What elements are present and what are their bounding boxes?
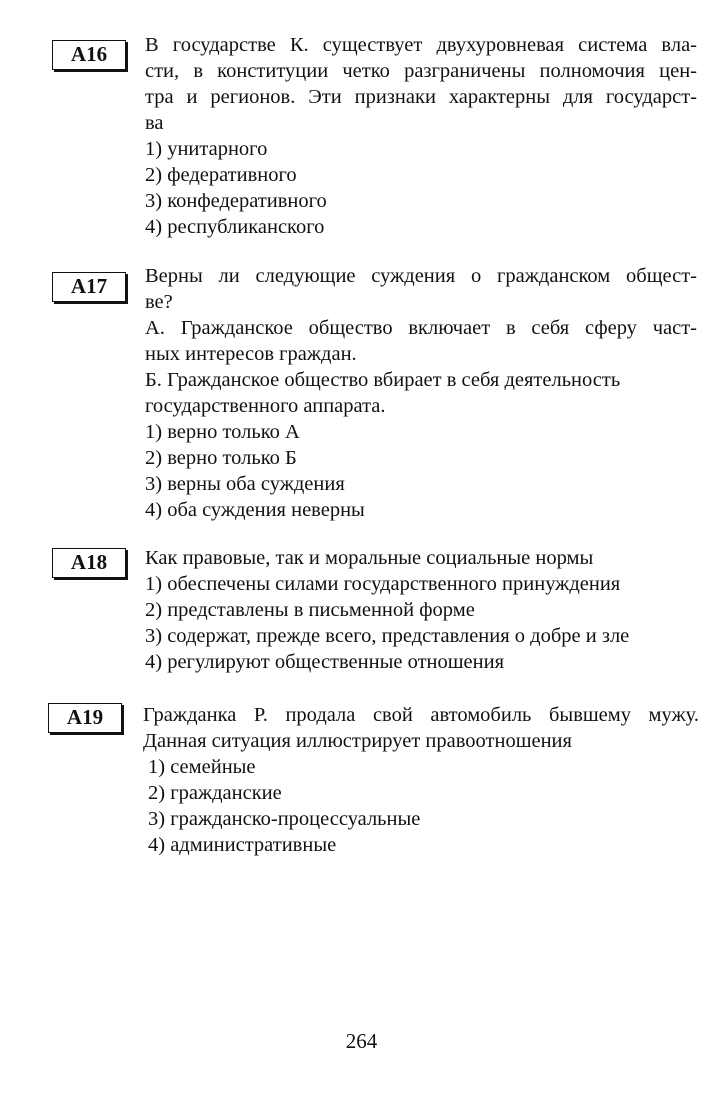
question-text-line: В государстве К. существует двухуровневая система вла- [145,34,697,56]
answer-option: 4) регулируют общественные отношения [145,651,505,673]
question-text-line: Б. Гражданское общество вбирает в себя деятельность [145,369,621,391]
question-number-box: A16 [52,40,126,70]
question-body [145,263,697,523]
question-text-line: Как правовые, так и моральные социальные нормы [145,547,594,569]
answer-option: 1) унитарного [145,138,268,160]
answer-options [145,571,697,675]
question-text-line: ных интересов граждан. [145,343,357,365]
answer-option: 3) конфедеративного [145,190,327,212]
question-text-line: тра и регионов. Эти признаки характерны для государст- [145,86,697,108]
answer-option: 2) гражданские [148,782,282,804]
question-number-box: A19 [48,703,122,733]
answer-options [143,754,699,858]
answer-option: 1) верно только А [145,421,300,443]
question-text-line: ве? [145,291,173,313]
answer-option: 4) административные [148,834,337,856]
answer-option: 4) республиканского [145,216,325,238]
question-text-line: государственного аппарата. [145,395,386,417]
question-body [143,702,699,858]
question-text-line: А. Гражданское общество включает в себя сферу част- [145,317,697,339]
answer-option: 3) содержат, прежде всего, представления о добре и зле [145,625,630,647]
answer-options [145,136,697,240]
question-text-line: Верны ли следующие суждения о гражданском общест- [145,265,697,287]
question-text-line: сти, в конституции четко разграничены полномочия цен- [145,60,697,82]
question-text-line: Данная ситуация иллюстрирует правоотношения [143,730,572,752]
page-number: 264 [345,1029,378,1053]
answer-option: 2) представлены в письменной форме [145,599,475,621]
answer-option: 1) обеспечены силами государственного принуждения [145,573,621,595]
answer-option: 2) верно только Б [145,447,297,469]
question-text-line: Гражданка Р. продала свой автомобиль бывшему мужу. [143,704,699,726]
question-text-line: ва [145,112,164,134]
question-number-box: A18 [52,548,126,578]
answer-option: 4) оба суждения неверны [145,499,365,521]
question-body [145,545,697,675]
answer-options [145,419,697,523]
answer-option: 1) семейные [148,756,256,778]
answer-option: 3) верны оба суждения [145,473,345,495]
question-number-box: A17 [52,272,126,302]
answer-option: 3) гражданско-процессуальные [148,808,421,830]
answer-option: 2) федеративного [145,164,297,186]
question-body [145,32,697,240]
